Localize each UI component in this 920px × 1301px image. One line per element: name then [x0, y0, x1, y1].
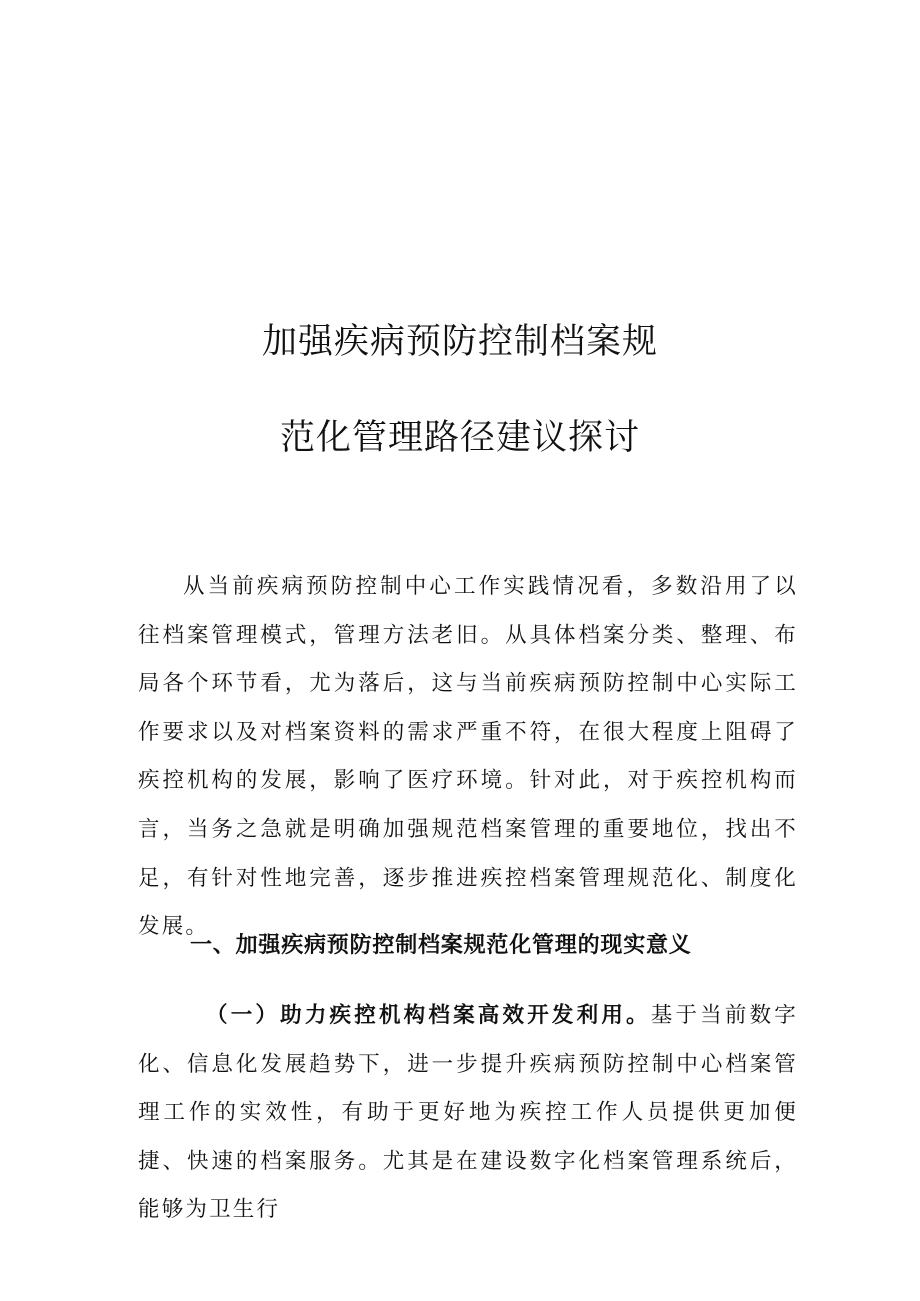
intro-paragraph: 从当前疾病预防控制中心工作实践情况看，多数沿用了以往档案管理模式，管理方法老旧。从具体档案分类、整理、布局各个环节看，尤为落后，这与当前疾病预防控制中心实际工作要求以及对档案资料的需求严重不符，在很大程度上阻碍了疾控机构的发展，影响了医疗环境。针对此，对于疾控机构而言，当务之急就是明确加强规范档案管理的重要地位，找出不足，有针对性地完善，逐步推进疾控档案管理规范化、制度化发展。	[138, 574, 798, 940]
subsection-paragraph	[138, 992, 798, 1235]
document-title-line-2: 范化管理路径建议探讨	[279, 418, 640, 458]
section-heading: 一、加强疾病预防控制档案规范化管理的现实意义	[190, 933, 692, 958]
document-title-line-1: 加强疾病预防控制档案规	[261, 322, 658, 362]
subsection-lead: （一）助力疾控机构档案高效开发利用。	[206, 1003, 651, 1028]
subsection-body: 基于当前数字化、信息化发展趋势下，进一步提升疾病预防控制中心档案管理工作的实效性，有助于更好地为疾控工作人员提供更加便捷、快速的档案服务。尤其是在建设数字化档案管理系统后，能够为卫生行	[138, 1003, 798, 1223]
